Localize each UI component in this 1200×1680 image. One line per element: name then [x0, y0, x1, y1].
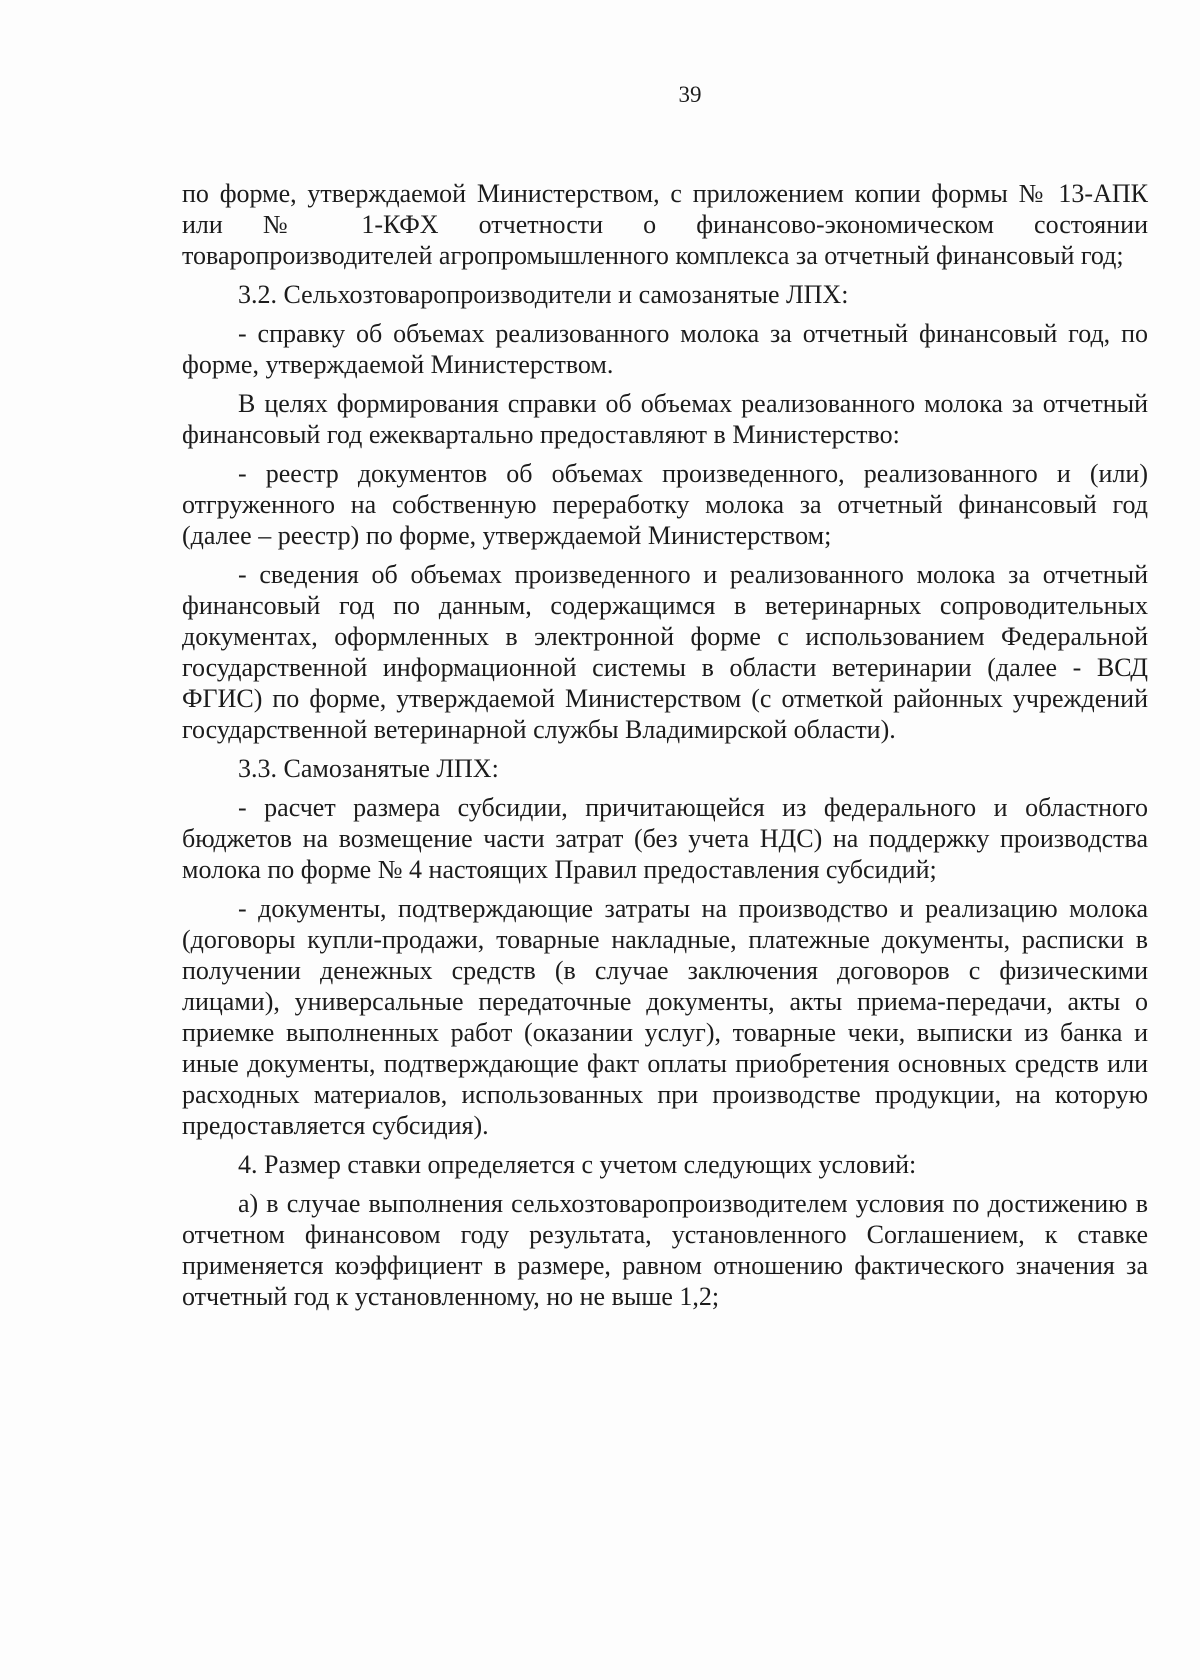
paragraph-cost-documents: - документы, подтверждающие затраты на производство и реализацию молока (договоры купли-продажи, товарные накладные, платежные документы, расписки в получении денежных средств (в случае заключения договоров с физическими лицами), универсальные передаточные документы, акты приема-передачи, акты о приемке выполненных работ (оказании услуг), товарные чеки, выписки из банка и иные документы, подтверждающие факт оплаты приобретения основных средств или расходных материалов, использованных при производстве продукции, на которую предоставляется субсидия).	[182, 894, 1148, 1140]
paragraph-subsidy-calculation: - расчет размера субсидии, причитающейся из федерального и областного бюджетов на возмещение части затрат (без учета НДС) на поддержку производства молока по форме № 4 настоящих Правил предоставления субсидий;	[182, 793, 1148, 884]
paragraph-section-4-rate: 4. Размер ставки определяется с учетом следующих условий:	[238, 1150, 917, 1179]
paragraph-milk-sales-certificate: - справку об объемах реализованного молока за отчетный финансовый год, по форме, утверждаемой Министерством.	[182, 319, 1148, 379]
paragraph-vsd-fgis-info: - сведения об объемах произведенного и реализованного молока за отчетный финансовый год по данным, содержащимся в ветеринарных сопроводительных документах, оформленных в электронной форме с использованием Федеральной государственной информационной системы в области ветеринарии (далее - ВСД ФГИС) по форме, утверждаемой Министерством (с отметкой районных учреждений государственной ветеринарной службы Владимирской области).	[182, 560, 1148, 744]
paragraph-quarterly-submission: В целях формирования справки об объемах реализованного молока за отчетный финансовый год ежеквартально предоставляют в Министерство:	[182, 389, 1148, 449]
page-number: 39	[678, 82, 702, 107]
paragraph-section-3-3-heading: 3.3. Самозанятые ЛПХ:	[238, 754, 499, 783]
paragraph-form-attachment: по форме, утверждаемой Министерством, с приложением копии формы № 13-АПК или № 1-КФХ отчетности о финансово-экономическом состоянии товаропроизводителей агропромышленного комплекса за отчетный финансовый год;	[182, 179, 1148, 270]
paragraph-section-3-2-heading: 3.2. Сельхозтоваропроизводители и самозанятые ЛПХ:	[238, 280, 849, 309]
page-number-container	[0, 82, 1200, 108]
paragraph-coefficient-condition: а) в случае выполнения сельхозтоваропроизводителем условия по достижению в отчетном финансовом году результата, установленного Соглашением, к ставке применяется коэффициент в размере, равном отношению фактического значения за отчетный год к установленному, но не выше 1,2;	[182, 1189, 1148, 1311]
document-body	[182, 178, 1148, 1320]
paragraph-document-registry: - реестр документов об объемах произведенного, реализованного и (или) отгруженного на собственную переработку молока за отчетный финансовый год (далее – реестр) по форме, утверждаемой Министерством;	[182, 459, 1148, 550]
